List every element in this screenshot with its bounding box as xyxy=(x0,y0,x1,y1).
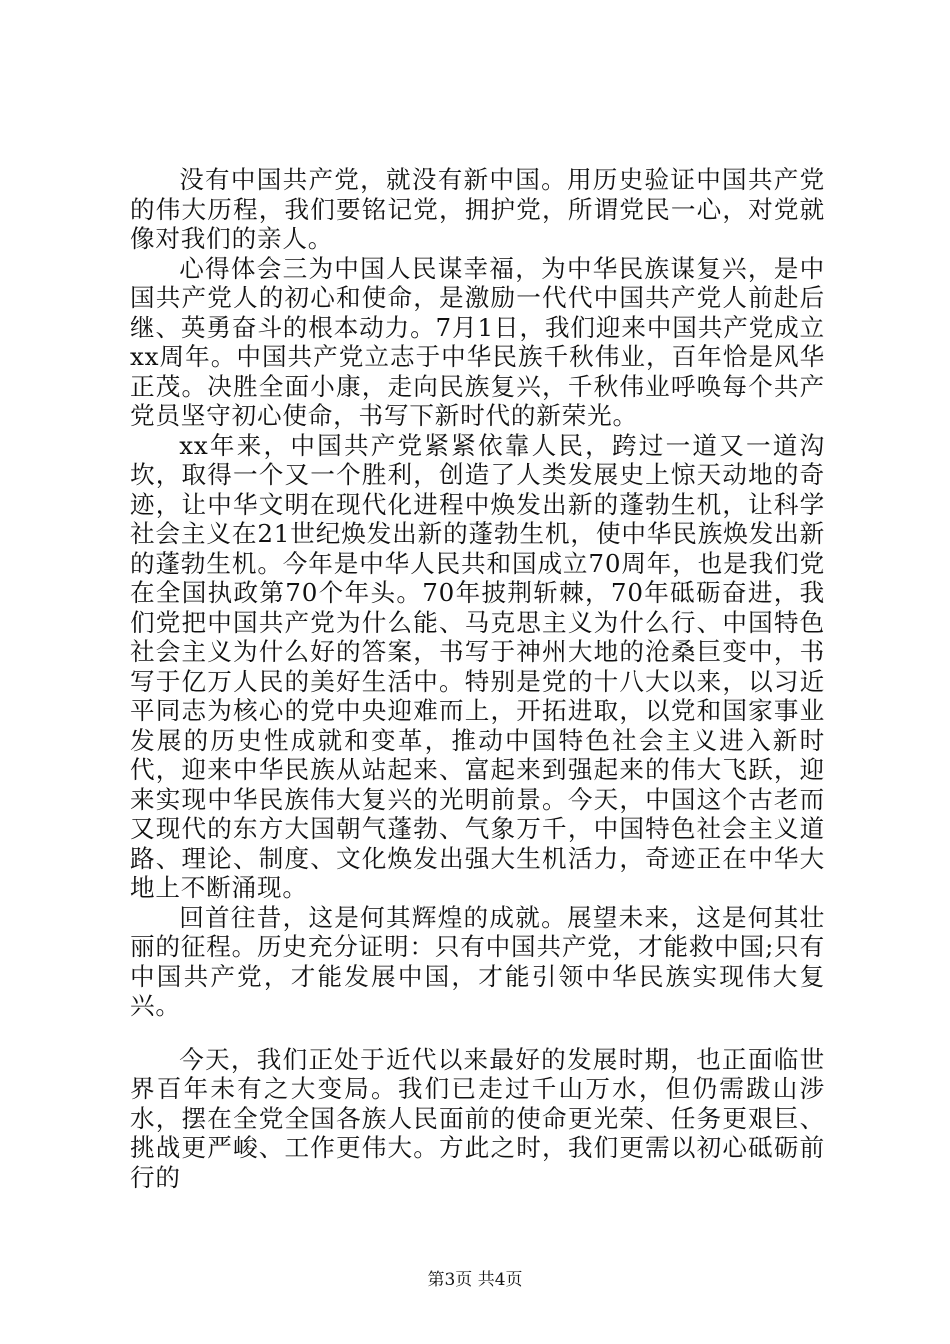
page-number-footer: 第3页 共4页 xyxy=(427,1270,523,1290)
paragraph-spacer xyxy=(130,1021,825,1045)
paragraph-3: xx年来，中国共产党紧紧依靠人民，跨过一道又一道沟坎，取得一个又一个胜利，创造了人类发展史上惊天动地的奇迹，让中华文明在现代化进程中焕发出新的蓬勃生机，让科学社会主义在21世纪焕发出新的蓬勃生机，使中华民族焕发出新的蓬勃生机。今年是中华人民共和国成立70周年，也是我们党在全国执政第70个年头。70年披荆斩棘，70年砥砺奋进，我们党把中国共产党为什么能、马克思主义为什么行、中国特色社会主义为什么好的答案，书写于神州大地的沧桑巨变中，书写于亿万人民的美好生活中。特别是党的十八大以来，以习近平同志为核心的党中央迎难而上，开拓进取，以党和国家事业发展的历史性成就和变革，推动中国特色社会主义进入新时代，迎来中华民族从站起来、富起来到强起来的伟大飞跃，迎来实现中华民族伟大复兴的光明前景。今天，中国这个古老而又现代的东方大国朝气蓬勃、气象万千，中国特色社会主义道路、理论、制度、文化焕发出强大生机活力，奇迹正在中华大地上不断涌现。 xyxy=(130,430,825,902)
paragraph-2: 心得体会三为中国人民谋幸福，为中华民族谋复兴，是中国共产党人的初心和使命，是激励一代代中国共产党人前赴后继、英勇奋斗的根本动力。7月1日，我们迎来中国共产党成立xx周年。中国共产党立志于中华民族千秋伟业，百年恰是风华正茂。决胜全面小康，走向民族复兴，千秋伟业呼唤每个共产党员坚守初心使命，书写下新时代的新荣光。 xyxy=(130,253,825,430)
document-body xyxy=(130,165,825,1192)
paragraph-4: 回首往昔，这是何其辉煌的成就。展望未来，这是何其壮丽的征程。历史充分证明：只有中国共产党，才能救中国;只有中国共产党，才能发展中国，才能引领中华民族实现伟大复兴。 xyxy=(130,902,825,1020)
paragraph-5: 今天，我们正处于近代以来最好的发展时期，也正面临世界百年未有之大变局。我们已走过千山万水，但仍需跋山涉水，摆在全党全国各族人民面前的使命更光荣、任务更艰巨、挑战更严峻、工作更伟大。方此之时，我们更需以初心砥砺前行的 xyxy=(130,1044,825,1192)
paragraph-1: 没有中国共产党，就没有新中国。用历史验证中国共产党的伟大历程，我们要铭记党，拥护党，所谓党民一心，对党就像对我们的亲人。 xyxy=(130,165,825,253)
